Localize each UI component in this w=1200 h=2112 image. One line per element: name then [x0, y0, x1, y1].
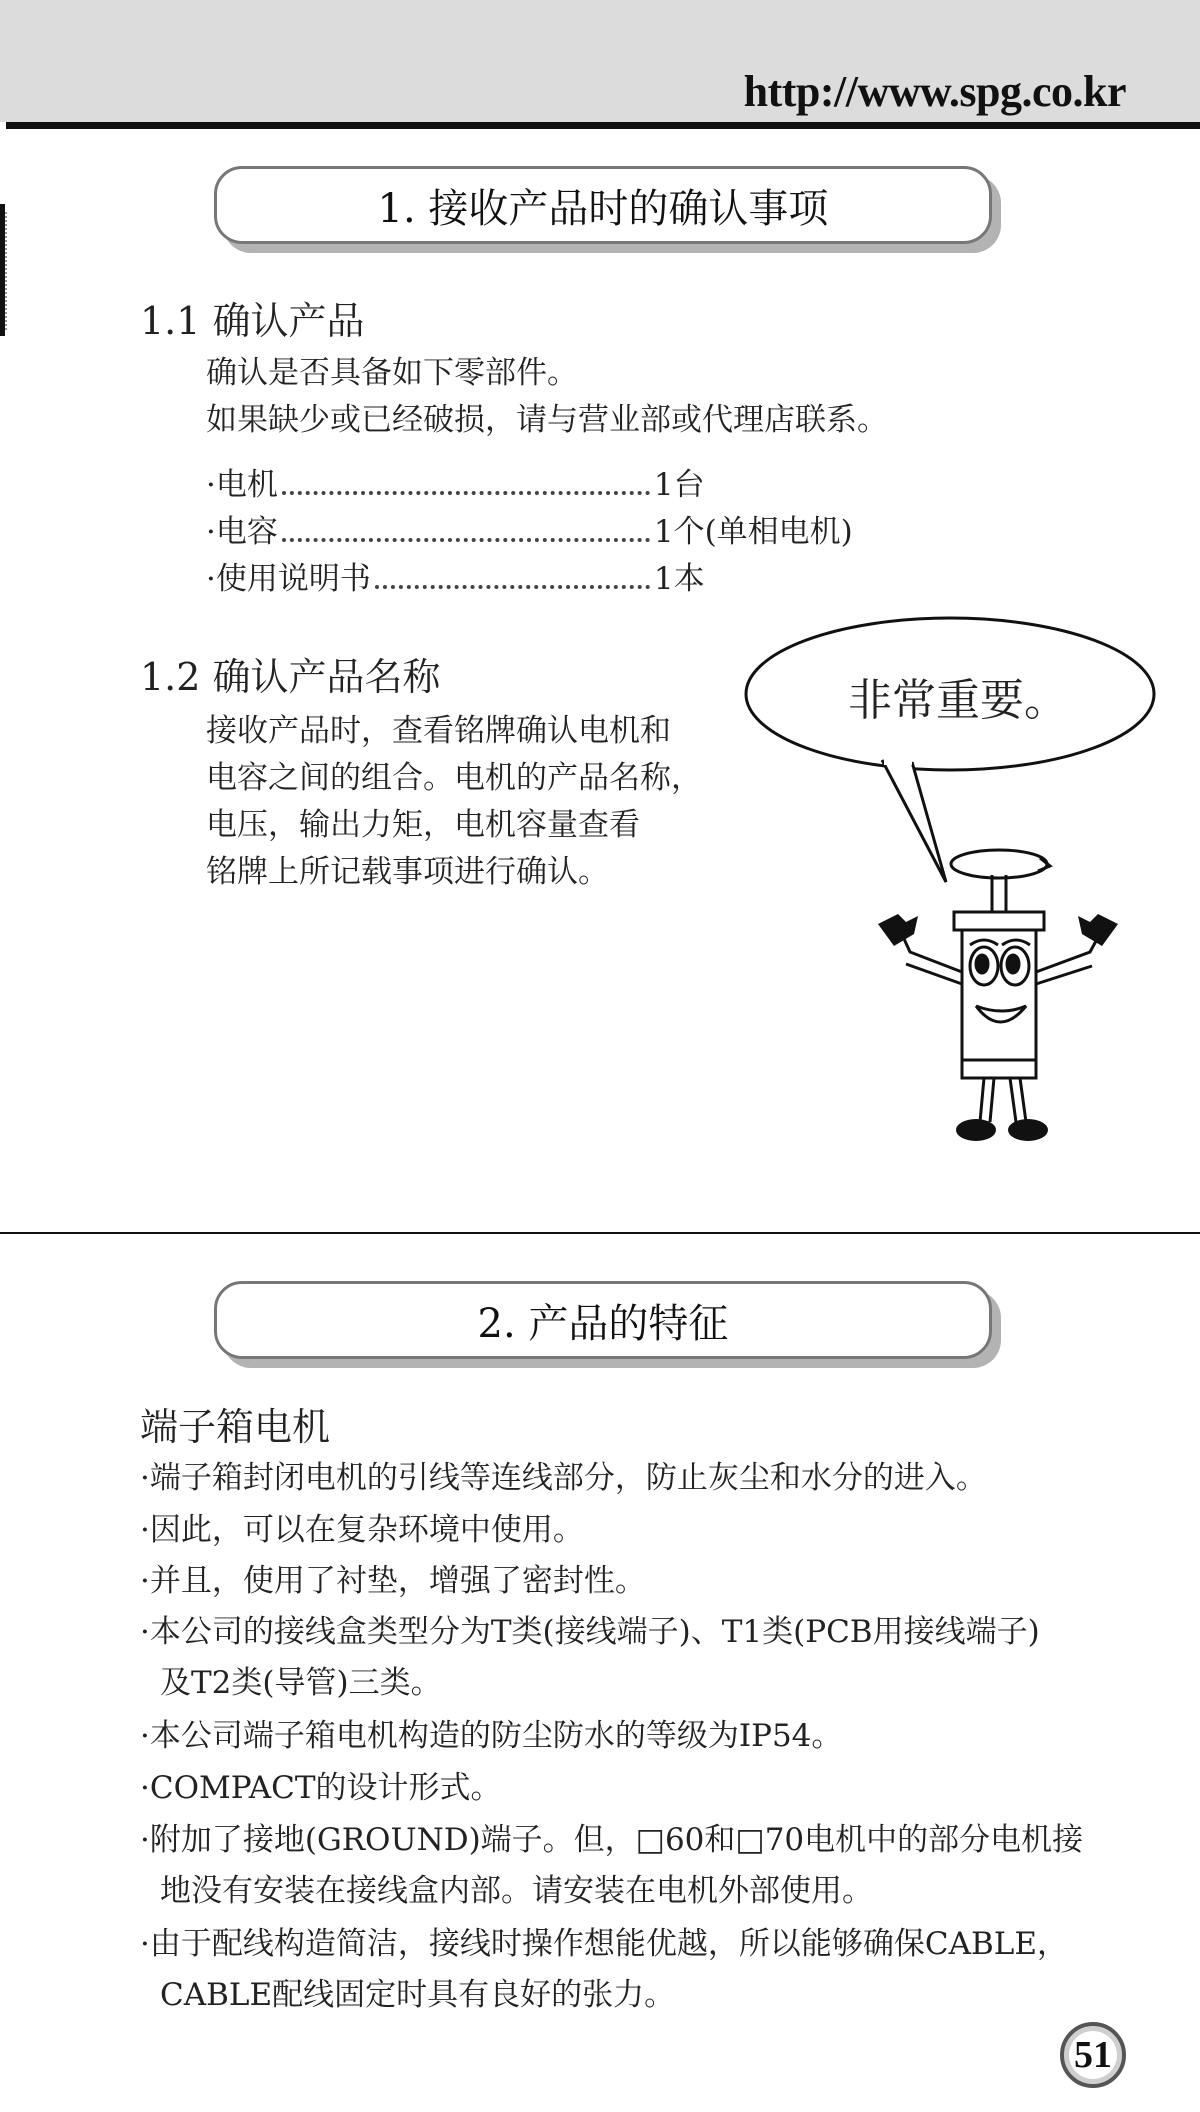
section2-title: 2. 产品的特征 [477, 1300, 729, 1347]
part-name: ·电机 [206, 467, 278, 503]
part-qty: 1台 [653, 467, 705, 503]
part-qty: 1个(单相电机) [653, 514, 853, 550]
parts-list-item [206, 556, 853, 603]
parts-list-item [206, 462, 853, 509]
page-number: 51 [1074, 2034, 1112, 2076]
parts-list [206, 462, 853, 603]
sub2-line: 电容之间的组合。电机的产品名称， [206, 760, 702, 796]
edge-tab-dots [5, 212, 11, 330]
section1-title-box [214, 166, 992, 244]
section2-title-box [214, 1281, 992, 1359]
part-qty: 1本 [653, 561, 705, 597]
part-name: ·使用说明书 [206, 561, 371, 597]
feature-item: ·因此，可以在复杂环境中使用。 [140, 1512, 584, 1548]
feature-item: ·附加了接地(GROUND)端子。但，□60和□70电机中的部分电机接 [140, 1822, 1084, 1858]
sub2-line: 电压，输出力矩，电机容量查看 [206, 807, 640, 843]
feature-item: ·并且，使用了衬垫，增强了密封性。 [140, 1563, 646, 1599]
feature-item: ·由于配线构造简洁，接线时操作想能优越，所以能够确保CABLE， [140, 1926, 1068, 1962]
sub1-line: 确认是否具备如下零部件。 [206, 355, 578, 391]
feature-item: ·本公司的接线盒类型分为T类(接线端子)、T1类(PCB用接线端子) [140, 1614, 1040, 1650]
feature-item-continued: 及T2类(导管)三类。 [160, 1665, 442, 1701]
section1-title: 1. 接收产品时的确认事项 [377, 185, 829, 232]
header-url[interactable]: http://www.spg.co.kr [743, 67, 1126, 116]
feature-item: ·COMPACT的设计形式。 [140, 1770, 502, 1806]
feature-item-continued: 地没有安装在接线盒内部。请安装在电机外部使用。 [160, 1873, 873, 1909]
speech-bubble-text: 非常重要。 [848, 675, 1068, 726]
sub1-heading: 1.1 确认产品 [140, 299, 365, 343]
leader-dots [282, 538, 650, 542]
leader-dots [375, 585, 650, 589]
parts-list-item [206, 509, 853, 556]
feature-item-continued: CABLE配线固定时具有良好的张力。 [160, 1977, 676, 2013]
part-name: ·电容 [206, 514, 278, 550]
sub2-line: 铭牌上所记载事项进行确认。 [206, 854, 609, 890]
sub2-heading: 1.2 确认产品名称 [140, 655, 441, 699]
section-divider [0, 1232, 1200, 1234]
feature-item: ·端子箱封闭电机的引线等连线部分，防止灰尘和水分的进入。 [140, 1460, 987, 1496]
leader-dots [282, 491, 650, 495]
section2-heading: 端子箱电机 [140, 1405, 331, 1449]
feature-item: ·本公司端子箱电机构造的防尘防水的等级为IP54。 [140, 1718, 843, 1754]
header-rule [6, 122, 1200, 129]
sub2-line: 接收产品时，查看铭牌确认电机和 [206, 713, 671, 749]
sub1-line: 如果缺少或已经破损，请与营业部或代理店联系。 [206, 402, 888, 438]
sub2-paragraph [206, 708, 702, 896]
sub1-paragraph [206, 350, 888, 444]
page-number-badge [1060, 2022, 1126, 2088]
